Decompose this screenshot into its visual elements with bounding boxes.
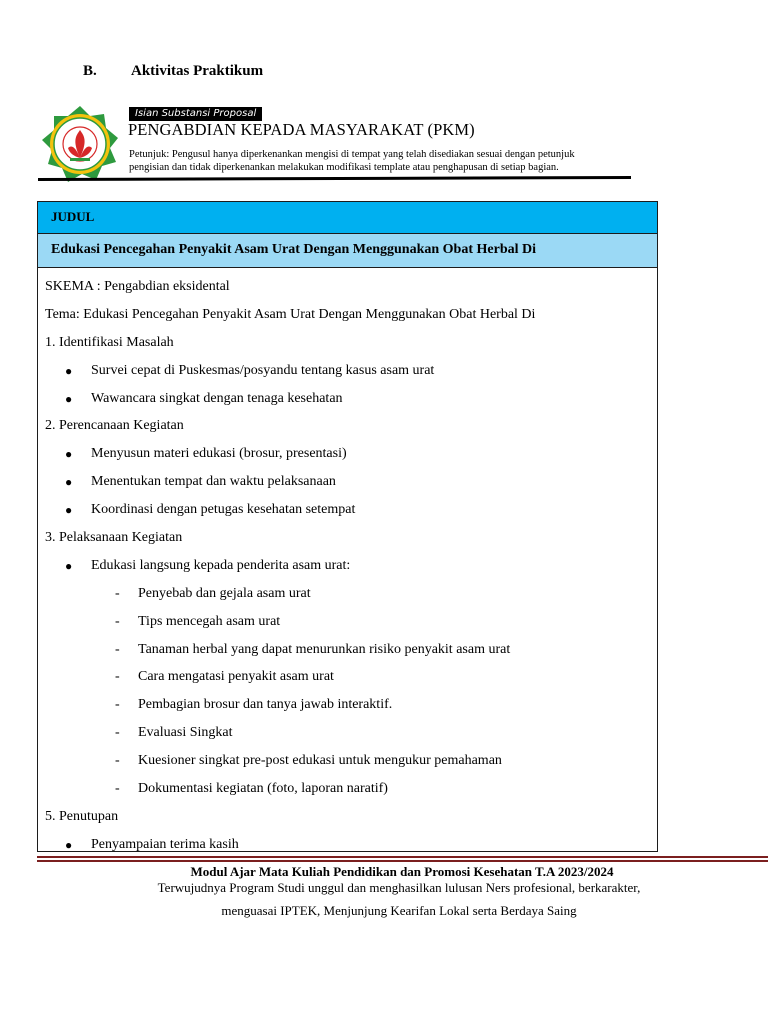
box-subheading: Edukasi Pencegahan Penyakit Asam Urat Dengan Menggunakan Obat Herbal Di: [38, 234, 657, 268]
dash-icon: -: [115, 669, 120, 685]
dash-icon: -: [115, 641, 120, 657]
instructions-line-1: Petunjuk: Pengusul hanya diperkenankan mengisi di tempat yang telah disediakan sesuai dengan petunjuk: [129, 149, 575, 160]
line-text: Menyusun materi edukasi (brosur, presentasi): [91, 446, 347, 462]
bullet-icon: ●: [65, 447, 73, 462]
paragraph-line: [45, 278, 657, 306]
instructions-line-2: pengisian dan tidak diperkenankan melakukan modifikasi template atau penghapusan di setiap bagian.: [129, 162, 559, 173]
bullet-item: [45, 557, 657, 585]
section-title: Aktivitas Praktikum: [131, 63, 264, 79]
line-text: Penyampaian terima kasih: [91, 836, 239, 852]
line-text: Tips mencegah asam urat: [138, 613, 281, 629]
line-text: 2. Perencanaan Kegiatan: [45, 418, 184, 434]
box-body: [38, 268, 657, 852]
dash-item: [45, 724, 657, 752]
line-text: Tema: Edukasi Pencegahan Penyakit Asam Urat Dengan Menggunakan Obat Herbal Di: [45, 306, 536, 322]
line-text: Penyebab dan gejala asam urat: [138, 585, 311, 601]
paragraph-line: [45, 529, 657, 557]
line-text: Survei cepat di Puskesmas/posyandu tentang kasus asam urat: [91, 362, 435, 378]
footer-rule-1: [37, 856, 768, 858]
footer-line-2: menguasai IPTEK, Menjunjung Kearifan Lokal serta Berdaya Saing: [221, 903, 577, 918]
line-text: 3. Pelaksanaan Kegiatan: [45, 530, 183, 546]
paragraph-line: [45, 417, 657, 445]
line-text: 1. Identifikasi Masalah: [45, 334, 174, 350]
section-number: B.: [83, 63, 97, 79]
bullet-item: [45, 836, 657, 852]
content-box: [37, 201, 658, 852]
line-text: Evaluasi Singkat: [138, 725, 233, 741]
bullet-item: [45, 445, 657, 473]
box-heading: JUDUL: [38, 202, 657, 234]
paragraph-line: [45, 306, 657, 334]
dash-icon: -: [115, 781, 120, 797]
pkm-title: PENGABDIAN KEPADA MASYARAKAT (PKM): [128, 120, 475, 139]
bullet-item: [45, 362, 657, 390]
footer-rule-2: [37, 860, 768, 862]
line-text: Wawancara singkat dengan tenaga kesehatan: [91, 390, 343, 406]
bullet-icon: ●: [65, 475, 73, 490]
label-bar: Isian Substansi Proposal: [129, 107, 262, 121]
line-text: Tanaman herbal yang dapat menurunkan risiko penyakit asam urat: [138, 641, 511, 657]
section-heading: [83, 63, 263, 80]
footer-title: Modul Ajar Mata Kuliah Pendidikan dan Promosi Kesehatan T.A 2023/2024: [190, 864, 614, 879]
university-seal-icon: [40, 104, 120, 184]
line-text: Edukasi langsung kepada penderita asam urat:: [91, 557, 351, 573]
line-text: Pembagian brosur dan tanya jawab interaktif.: [138, 697, 393, 713]
paragraph-line: [45, 808, 657, 836]
line-text: Dokumentasi kegiatan (foto, laporan naratif): [138, 781, 388, 797]
dash-icon: -: [115, 753, 120, 769]
line-text: Kuesioner singkat pre-post edukasi untuk mengukur pemahaman: [138, 753, 502, 769]
dash-item: [45, 668, 657, 696]
header-rule: [38, 176, 631, 181]
footer-rules: [37, 856, 768, 862]
dash-item: [45, 613, 657, 641]
bullet-icon: ●: [65, 391, 73, 406]
dash-item: [45, 696, 657, 724]
footer-line-1: Terwujudnya Program Studi unggul dan menghasilkan lulusan Ners profesional, berkarakter,: [157, 880, 641, 895]
dash-icon: -: [115, 585, 120, 601]
dash-item: [45, 780, 657, 808]
line-text: SKEMA : Pengabdian eksidental: [45, 279, 230, 294]
line-text: 5. Penutupan: [45, 808, 119, 824]
bullet-icon: ●: [65, 558, 73, 573]
bullet-icon: ●: [65, 837, 73, 852]
line-text: Cara mengatasi penyakit asam urat: [138, 669, 334, 685]
line-text: Koordinasi dengan petugas kesehatan setempat: [91, 502, 356, 518]
line-text: Menentukan tempat dan waktu pelaksanaan: [91, 474, 336, 490]
dash-icon: -: [115, 613, 120, 629]
dash-icon: -: [115, 697, 120, 713]
bullet-icon: ●: [65, 503, 73, 518]
dash-item: [45, 752, 657, 780]
bullet-item: [45, 501, 657, 529]
bullet-icon: ●: [65, 363, 73, 378]
bullet-item: [45, 473, 657, 501]
instructions: [129, 148, 653, 174]
bullet-item: [45, 390, 657, 418]
paragraph-line: [45, 334, 657, 362]
dash-item: [45, 585, 657, 613]
dash-icon: -: [115, 725, 120, 741]
dash-item: [45, 641, 657, 669]
